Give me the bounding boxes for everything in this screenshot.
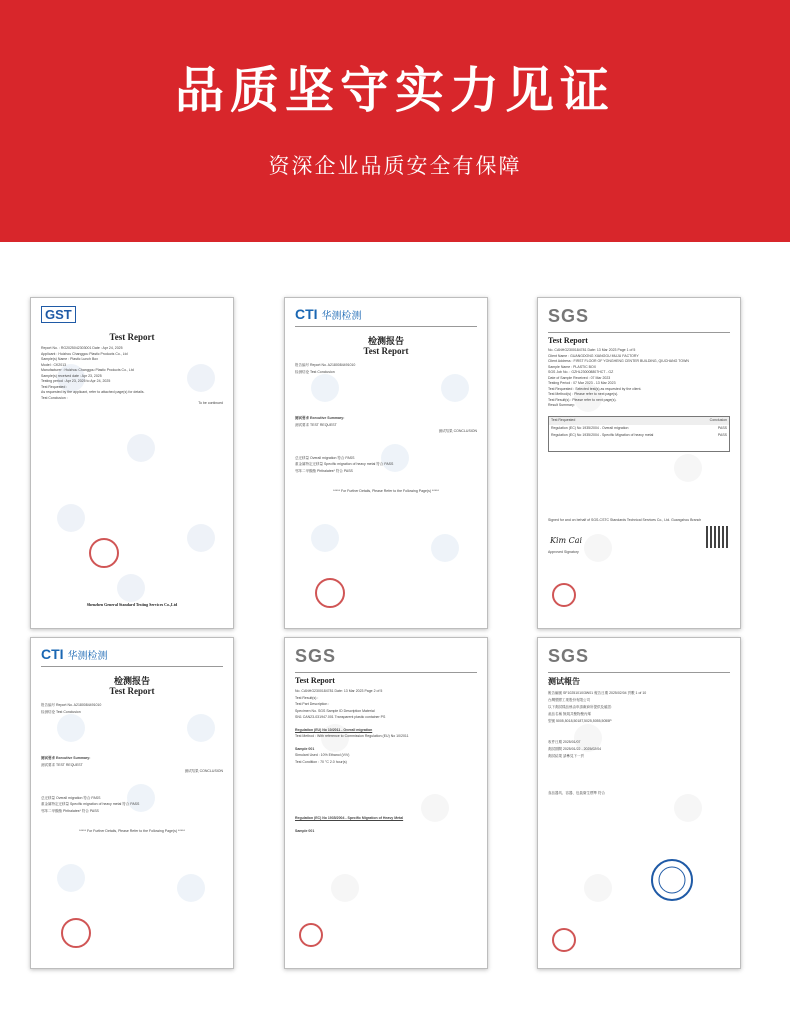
report-fields: 報告編號 SF10251010/3W01 報告日期 2025/02/04 頁數 1 of 10 台灣塑膠工業股份有限公司 以下測試樣品係由申請廠商所提供及確認： 產品名稱 無規共聚物聚丙烯 型號 5005,5018,5018T,5025,5055,5055P 收件日期 2025/01/07 測試期間 2025/01/22 - 2025/02/04 測試結果 請參見下一頁 食品器具、容器、包裝衛生標準 符合: [548, 691, 647, 795]
report-fields: No. CANHG2300184781 Date: 13 Mar 2023 Page 1 of 5 Client Name : GUANGDONG XIANGGU MUJU FACTORY Client Address : FIRST FLOOR OF YONGHENG CENTER BUILDING, QIUCHANG TOWN Sample Name : PLASTIC BOX SGS Job No. : GZHL230008807HCT - GZ Date of Sample Received : 07 Mar 2023 Testing Period : 07 Mar 2023 - 13 Mar 2023 Test Requested : Selected test(s) as requested by the client. Test Method(s) : Please refer to next page(s). Test Result(s) : Please refer to next page(s). Result Summary:: [548, 348, 689, 407]
report-title: 测试報告: [548, 677, 580, 686]
cti-logo: CTI 华测检测: [295, 306, 362, 322]
red-seal-stamp: [552, 928, 576, 952]
report-title: Test Report: [109, 686, 155, 696]
red-seal-stamp: [315, 578, 345, 608]
header-rule: [548, 672, 730, 673]
red-seal-stamp: [552, 583, 576, 607]
qr-code: [706, 526, 728, 548]
certificate-cti-2[interactable]: [30, 637, 234, 969]
report-title: Test Report: [295, 676, 335, 685]
certificate-cti-1[interactable]: [284, 297, 488, 629]
header-rule: [41, 666, 223, 667]
sgs-logo: SGS: [295, 646, 337, 666]
sgs-taiwan-seal: [650, 858, 694, 902]
signing-statement: Signed for and on behalf of SGS-CSTC Standards Technical Services Co., Ltd. Guangzhou Branch: [548, 518, 702, 522]
gst-logo: GST: [41, 306, 76, 323]
header-rule: [295, 672, 477, 673]
result-summary-table: Test Requested Conclusion Regulation (EC) No 1935/2004 - Overall migration PASS Regulation (EC) No 1935/2004 - Specific Migration of heavy metal PASS: [548, 416, 730, 452]
cti-logo: CTI 华测检测: [41, 646, 108, 662]
red-seal-stamp: [61, 918, 91, 948]
report-title: Test Report: [109, 332, 155, 342]
signer-title: Approved Signatory: [548, 550, 579, 554]
header-rule: [548, 332, 730, 333]
watermark-pattern: [538, 638, 740, 968]
red-seal-stamp: [299, 923, 323, 947]
certificate-sgs-2[interactable]: [284, 637, 488, 969]
certificate-sgs-1[interactable]: [537, 297, 741, 629]
banner-subtitle: 资深企业品质安全有保障: [268, 154, 522, 178]
report-fields: 报告编号 Report No. A2180084491010 检测结论 Test Conclusion 测试要求 Executive Summary: 测试要求 TEST REQUEST 测试结果 CONCLUSION 总迁移量 Overall migration 符合 PASS 重金属特定迁移量 Specific migration of heavy metal 符合 PASS 邻苯二甲酸酯 Phthalates* 符合 PASS ***** For Further Details, Please Refer to the Following Page(s) *****: [295, 363, 477, 493]
report-title-cn: 检测报告: [367, 336, 404, 346]
issuing-organization: Shenzhen General Standard Testing Services Co.,Ltd: [86, 602, 178, 607]
banner-title: 品质坚守实力见证: [174, 62, 615, 119]
report-fields: Report No. : RG2025042303001 Date : Apr 24, 2025 Applicant : Huizhou Changgou Plastic Products Co., Ltd Sample(s) Name : Plastic Lunch Box Model : CK2013 Manufacturer : Huizhou Changgou Plastic Products Co., Ltd Sample(s) received date : Apr 23, 2025 Testing period : Apr 23, 2025 to Apr 24, 2025 Test Requested : As requested by the applicant, refer to attached page(s) for details. Test Conclusion : To be continued: [41, 346, 223, 405]
report-title: Test Report: [548, 336, 588, 345]
header-rule: [295, 326, 477, 327]
sgs-logo: SGS: [548, 306, 590, 326]
report-title: Test Report: [363, 346, 409, 356]
certificate-gst[interactable]: [30, 297, 234, 629]
signature: Kim Cai: [550, 536, 583, 545]
header-banner: [0, 0, 790, 242]
report-fields: 报告编号 Report No. A2180084491010 检测结论 Test Conclusion 测试要求 Executive Summary: 测试要求 TEST REQUEST 测试结果 CONCLUSION 总迁移量 Overall migration 符合 PASS 重金属特定迁移量 Specific migration of heavy metal 符合 PASS 邻苯二甲酸酯 Phthalates* 符合 PASS ***** For Further Details, Please Refer to the Following Page(s) *****: [41, 703, 223, 833]
report-fields: No. CANHG2300184781 Date: 13 Mar 2023 Page 2 of 5 Test Result(s) : Test Part Description : Specimen No. SGS Sample ID Description Material SN1 CAN23-031947.001 Transparent plastic container PS Regulation (EU) No 10/2011 - Overall migration Test Method : With reference to Commission Regulation (EU) No 10/2011 Sample 001 Simulant Used : 10% Ethanol (V/V) Test Condition : 70 °C 2.0 hour(s) Regulation (EC) No 1935/2004 - Specific Migration of Heavy Metal Sample 001: [295, 689, 409, 833]
report-title-cn: 检测报告: [113, 676, 150, 686]
certificate-sgs-3[interactable]: [537, 637, 741, 969]
red-seal-stamp: [89, 538, 119, 568]
sgs-logo: SGS: [548, 646, 590, 666]
